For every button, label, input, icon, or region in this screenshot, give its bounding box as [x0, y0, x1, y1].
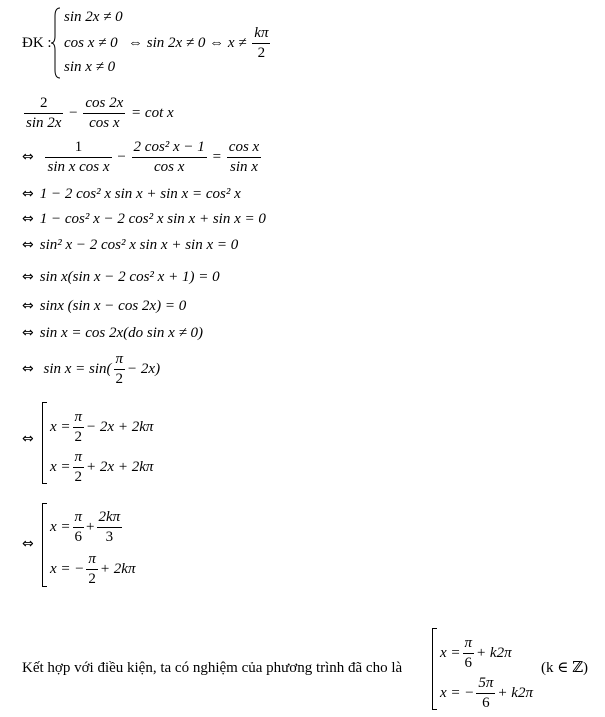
eq5-arrow: ⇔: [22, 237, 34, 253]
eq1-den-2: cos x: [89, 115, 120, 131]
solution-2-arrow: [22, 537, 40, 552]
eq4-text: 1 − cos² x − 2 cos² x sin x + sin x = 0: [39, 211, 266, 227]
sol2-b-den: 2: [88, 571, 96, 587]
solution-1-bracket: [42, 402, 47, 484]
sol1-b-den: 2: [74, 469, 83, 485]
sol2-b-post: + 2kπ: [99, 560, 136, 577]
eq8-text: sin x = cos 2x(do sin x ≠ 0): [39, 325, 204, 341]
eq7-text: sinx (sin x − cos 2x) = 0: [39, 298, 187, 314]
eq2-eq: =: [212, 148, 222, 165]
sol2-a-pre: x =: [50, 518, 71, 535]
condition-sys-2: cos x ≠ 0: [64, 35, 118, 51]
equation-3: [22, 187, 241, 202]
sol2-a-plus: +: [86, 518, 95, 535]
sol1-b-post: + 2x + 2kπ: [86, 458, 154, 475]
conclusion-b-den: 6: [482, 695, 490, 711]
equation-8: [22, 326, 203, 341]
eq1-minus: −: [69, 104, 78, 121]
conclusion-a-den: 6: [464, 655, 473, 671]
conclusion-b-num: 5π: [476, 676, 495, 694]
condition-frac-den: 2: [257, 45, 266, 61]
solution-1-arrow: [22, 432, 40, 447]
eq9-post: − 2x): [127, 360, 161, 377]
conclusion-a-post: + k2π: [476, 644, 512, 661]
condition-implies: ⇔ sin 2x ≠ 0 ⇔ x ≠: [128, 34, 247, 51]
conclusion-bracket: [432, 628, 437, 710]
eq2-arrow: ⇔: [22, 148, 34, 165]
conclusion-line-b: [440, 676, 533, 711]
eq9-den: 2: [115, 371, 124, 387]
eq9-num: π: [114, 352, 126, 370]
solution-1-line-b: [50, 450, 153, 485]
solution-2-line-a: [50, 510, 124, 545]
sol1-a-post: − 2x + 2kπ: [86, 418, 154, 435]
conclusion-a-num: π: [463, 636, 475, 654]
solution-1-line-a: [50, 410, 153, 445]
sol2-a-num: π: [73, 510, 85, 528]
solution-2-bracket: [42, 503, 47, 587]
equation-4: [22, 212, 266, 227]
solution-2-line-b: [50, 552, 135, 587]
conclusion-line-a: [440, 636, 512, 671]
eq7-arrow: ⇔: [22, 298, 34, 314]
conclusion-domain: (k ∈ ℤ): [541, 660, 589, 676]
conclusion-text: Kết hợp với điều kiện, ta có nghiệm của phương trình đã cho là: [22, 660, 403, 676]
condition-sys-3: sin x ≠ 0: [64, 59, 116, 75]
eq1-rhs: = cot x: [131, 104, 174, 121]
condition-brace: [50, 6, 62, 80]
equation-2: [22, 140, 263, 175]
equation-9: [22, 352, 160, 387]
sol1-b-pre: x =: [50, 458, 71, 475]
eq2-num-1: 1: [45, 140, 111, 158]
sol1-a-pre: x =: [50, 418, 71, 435]
sol2-arrow: ⇔: [22, 536, 34, 552]
eq3-text: 1 − 2 cos² x sin x + sin x = cos² x: [39, 186, 241, 202]
eq2-num-3: cos x: [227, 140, 261, 158]
eq1-num-2: cos 2x: [83, 96, 125, 114]
eq2-minus: −: [117, 148, 126, 165]
equation-5: [22, 238, 238, 253]
eq4-arrow: ⇔: [22, 211, 34, 227]
sol1-a-num: π: [73, 410, 85, 428]
sol1-arrow: ⇔: [22, 431, 34, 447]
condition-frac-num: kπ: [252, 26, 270, 44]
eq3-arrow: ⇔: [22, 186, 34, 202]
sol1-b-num: π: [73, 450, 85, 468]
eq2-den-3: sin x: [230, 159, 258, 175]
eq2-den-2: cos x: [153, 159, 185, 175]
conclusion-b-pre: x = −: [440, 684, 475, 701]
sol2-a-den2: 3: [105, 529, 114, 545]
eq2-den-1: sin x cos x: [47, 159, 110, 175]
conclusion-b-post: + k2π: [497, 684, 533, 701]
sol2-b-pre: x = −: [50, 560, 85, 577]
eq2-num-2: 2 cos² x − 1: [132, 140, 207, 158]
equation-6: [22, 270, 220, 285]
eq9-pre: sin x = sin(: [43, 360, 112, 377]
equation-7: [22, 299, 186, 314]
condition-result: [128, 26, 272, 61]
eq1-num-1: 2: [24, 96, 63, 114]
condition-fraction: [252, 26, 270, 61]
eq9-arrow: ⇔: [22, 360, 34, 377]
eq6-arrow: ⇔: [22, 269, 34, 285]
eq5-text: sin² x − 2 cos² x sin x + sin x = 0: [39, 237, 239, 253]
sol2-a-num2: 2kπ: [97, 510, 123, 528]
sol1-a-den: 2: [74, 429, 83, 445]
sol2-a-den: 6: [74, 529, 83, 545]
eq8-arrow: ⇔: [22, 325, 34, 341]
condition-label: ĐK :: [22, 35, 52, 51]
condition-sys-1: sin 2x ≠ 0: [64, 9, 123, 25]
conclusion-a-pre: x =: [440, 644, 461, 661]
sol2-b-num: π: [86, 552, 98, 570]
eq1-den-1: sin 2x: [26, 115, 62, 131]
equation-1: [22, 96, 174, 131]
eq6-text: sin x(sin x − 2 cos² x + 1) = 0: [39, 269, 220, 285]
